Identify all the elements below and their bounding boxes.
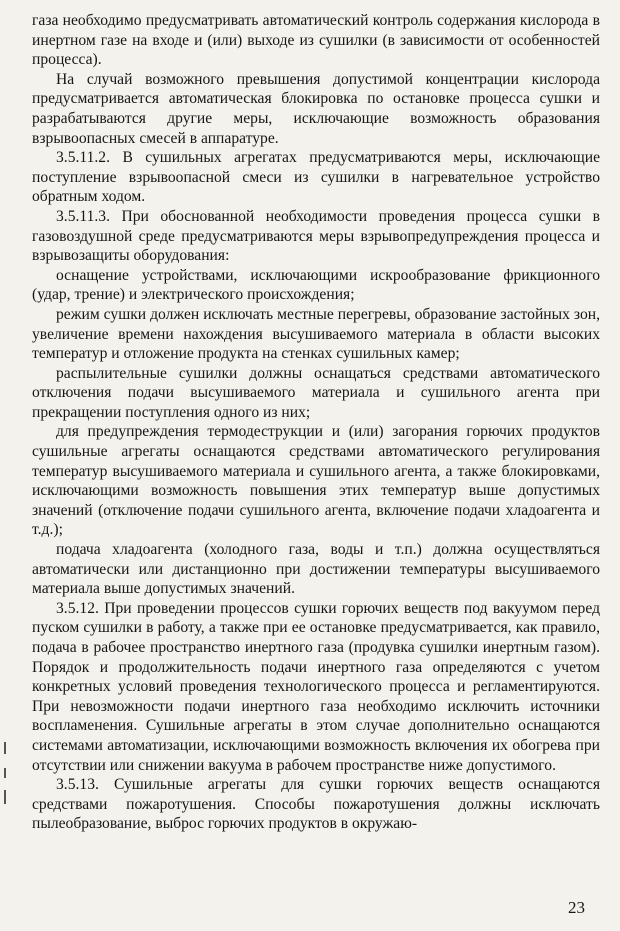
list-item-drying-mode: режим сушки должен исключать местные перегревы, образование застойных зон, увеличение времени нахождения высушиваемого материала в области высоких температур и отложение продукта на стенках сушильных камер; [32,305,600,363]
list-item-equipment: оснащение устройствами, исключающими искрообразование фрикционного (удар, трение) и электрического происхождения; [32,266,600,304]
paragraph-3-5-11-3: 3.5.11.3. При обоснованной необходимости проведения процесса сушки в газовоздушной среде предусматриваются меры взрывопредупреждения процесса и взрывозащиты оборудования: [32,207,600,265]
scan-margin-mark [4,790,6,804]
list-item-thermodestruction: для предупреждения термодеструкции и (или) загорания горючих продуктов сушильные агрегаты оснащаются средствами автоматического регулирования температур высушиваемого материала и сушильного агента, а также блокировками, исключающими возможность повышения этих температур выше допустимых значений (отключение подачи сушильного агента, включение подачи хладоагента и т.д.); [32,423,600,539]
list-item-spray-dryers: распылительные сушилки должны оснащаться средствами автоматического отключения подачи высушиваемого материала и сушильного агента при прекращении поступления одного из них; [32,364,600,421]
body-text [32,11,600,834]
paragraph-3-5-13: 3.5.13. Сушильные агрегаты для сушки горючих веществ оснащаются средствами пожаротушения. Способы пожаротушения должны исключать пылеобразование, выброс горючих продуктов в окружаю- [32,776,600,833]
paragraph-continuation: газа необходимо предусматривать автоматический контроль содержания кислорода в инертном газе на входе и (или) выходе из сушилки (в зависимости от особенностей процесса). [32,12,600,69]
paragraph-oxygen-blocking: На случай возможного превышения допустимой концентрации кислорода предусматривается автоматическая блокировка по остановке процесса сушки и разрабатываются другие меры, исключающие возможность образования взрывоопасных смесей в аппаратуре. [32,70,600,147]
scan-margin-mark [4,768,6,778]
list-item-coolant: подача хладоагента (холодного газа, воды и т.п.) должна осуществляться автоматически или дистанционно при достижении температуры высушиваемого материала выше допустимых значений. [32,541,600,598]
scan-margin-mark [4,742,6,754]
paragraph-3-5-11-2: 3.5.11.2. В сушильных агрегатах предусматриваются меры, исключающие поступление взрывоопасной смеси из сушилки в нагревательное устройство обратным ходом. [32,149,600,206]
paragraph-3-5-12: 3.5.12. При проведении процессов сушки горючих веществ под вакуумом перед пуском сушилки в работу, а также при ее остановке предусматривается, как правило, подача в рабочее пространство инертного газа (продувка сушилки инертным газом). Порядок и продолжительность подачи инертного газа определяются с учетом конкретных условий проведения технологического процесса и регламентируются. При невозможности подачи инертного газа необходимо исключить источники воспламенения. Сушильные агрегаты в этом случае дополнительно оснащаются системами автоматизации, исключающими возможность включения их обогрева при отсутствии или снижении вакуума в рабочем пространстве ниже допустимого. [32,599,600,774]
page-number: 23 [568,898,585,917]
